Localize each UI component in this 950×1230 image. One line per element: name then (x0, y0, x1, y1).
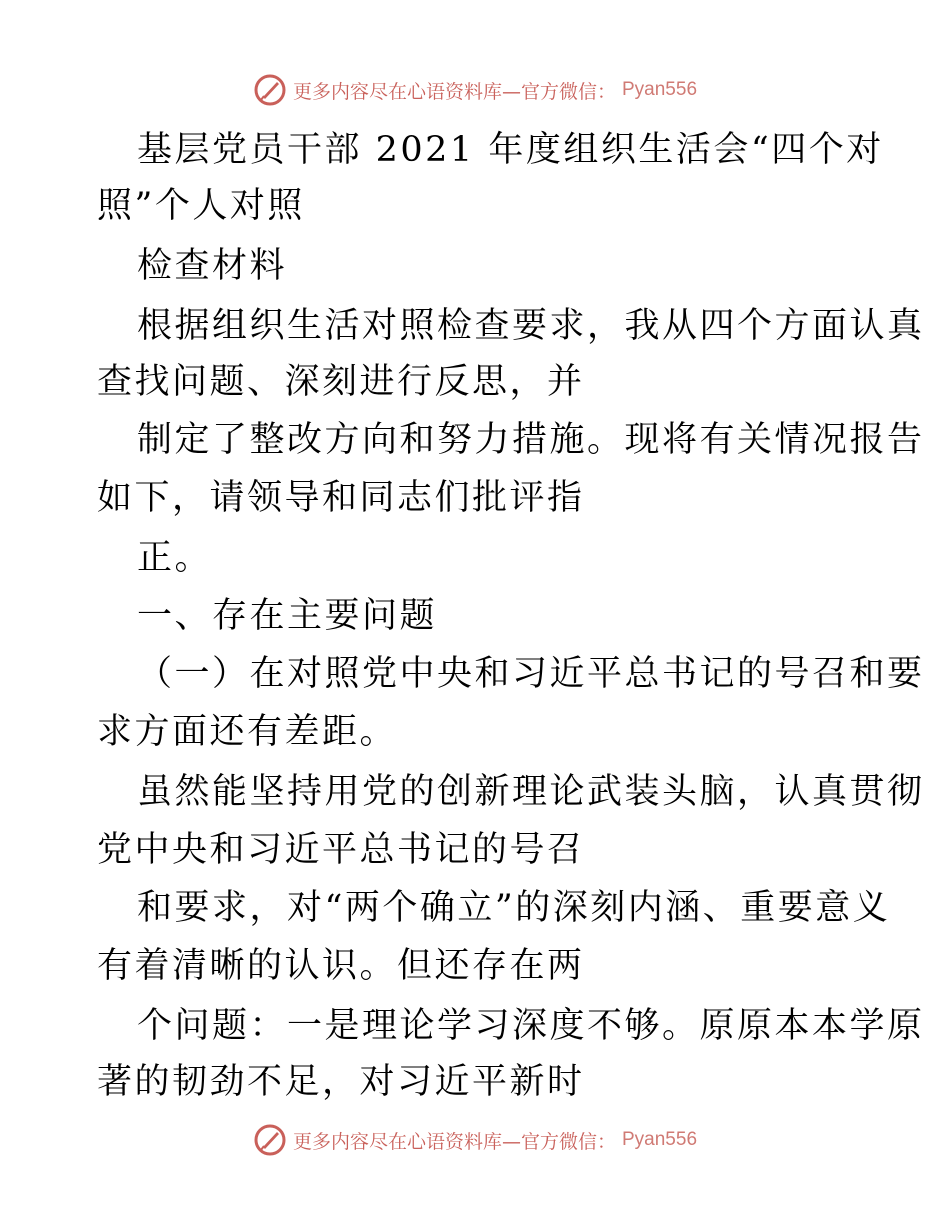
doc-paragraph-line: 党中央和习近平总书记的号召 (97, 830, 585, 870)
doc-paragraph-line: 根据组织生活对照检查要求，我从四个方面认真 (137, 306, 925, 346)
doc-paragraph-line: 有着清晰的认识。但还存在两 (97, 946, 585, 986)
doc-subsection-heading: 求方面还有差距。 (97, 712, 398, 752)
watermark-text: 更多内容尽在心语资料库—官方微信： (292, 80, 616, 103)
doc-paragraph-line: 个问题：一是理论学习深度不够。原原本本学原 (137, 1006, 925, 1046)
doc-title-line-1: 基层党员干部 2021 年度组织生活会“四个对 (137, 130, 884, 170)
doc-paragraph-line: 如下，请领导和同志们批评指 (97, 478, 585, 518)
doc-paragraph-line: 虽然能坚持用党的创新理论武装头脑，认真贯彻 (137, 772, 925, 812)
footer-watermark (0, 1122, 950, 1158)
header-watermark (0, 72, 950, 108)
doc-paragraph-line: 著的韧劲不足，对习近平新时 (97, 1062, 585, 1102)
watermark-text: 更多内容尽在心语资料库—官方微信： (292, 1130, 616, 1153)
doc-paragraph-line: 和要求，对“两个确立”的深刻内涵、重要意义 (137, 888, 891, 928)
doc-paragraph-line: 查找问题、深刻进行反思，并 (97, 362, 585, 402)
doc-subsection-heading: （一）在对照党中央和习近平总书记的号召和要 (137, 654, 925, 694)
doc-section-heading: 一、存在主要问题 (137, 596, 438, 636)
doc-paragraph-line: 制定了整改方向和努力措施。现将有关情况报告 (137, 420, 925, 460)
doc-paragraph-line: 正。 (137, 538, 213, 578)
quill-seal-icon (253, 73, 287, 107)
doc-subtitle: 检查材料 (137, 246, 288, 286)
doc-title-line-2: 照”个人对照 (97, 186, 305, 226)
watermark-wechat-id: Pyan556 (622, 1129, 698, 1150)
quill-seal-icon (253, 1123, 287, 1157)
watermark-wechat-id: Pyan556 (622, 79, 698, 100)
